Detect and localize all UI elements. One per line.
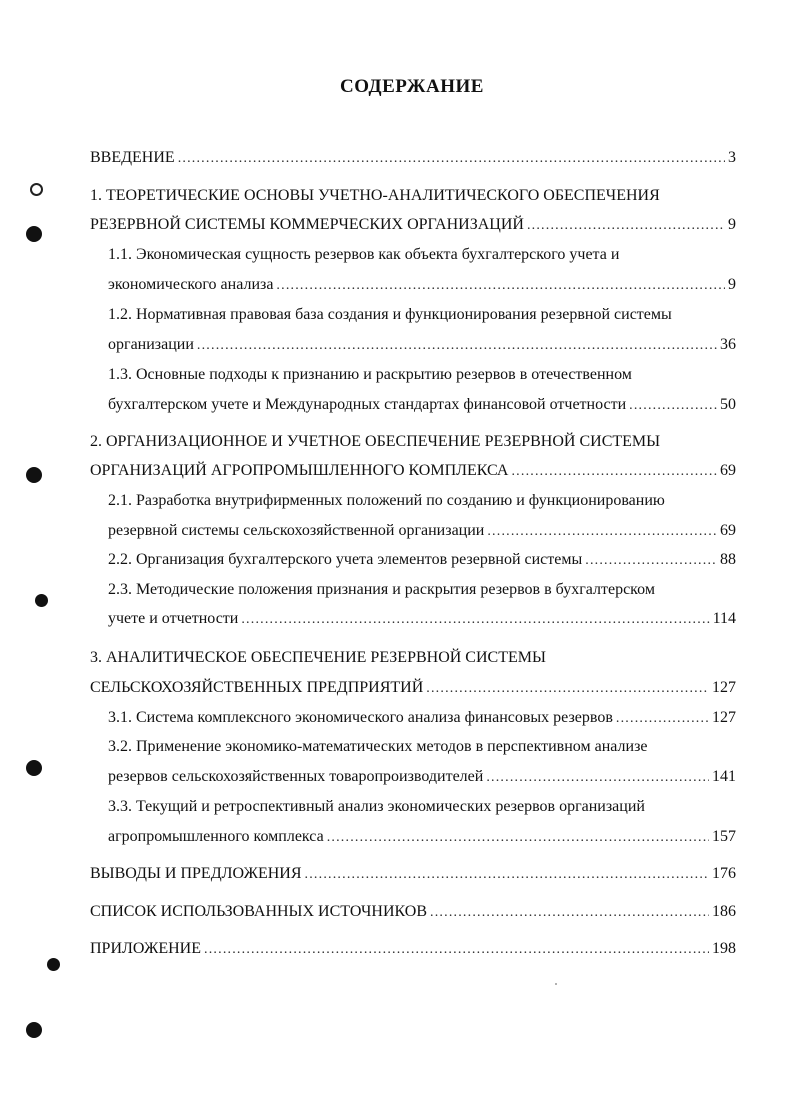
toc-section-3-3-line-2 [0, 825, 794, 849]
toc-entry-text: 2.2. Организация бухгалтерского учета элементов резервной системы [108, 551, 583, 568]
toc-chapter-2-line-1 [0, 430, 794, 454]
dot-leader [241, 608, 709, 632]
toc-chapter-2-line-2 [0, 459, 794, 483]
toc-entry-text: экономического анализа [108, 276, 274, 293]
toc-entry-text: 1. ТЕОРЕТИЧЕСКИЕ ОСНОВЫ УЧЕТНО-АНАЛИТИЧЕСКОГО ОБЕСПЕЧЕНИЯ [90, 187, 660, 204]
dot-leader [585, 549, 717, 573]
binder-hole [26, 467, 42, 483]
toc-entry-text: ВВЕДЕНИЕ [90, 149, 175, 166]
toc-section-1-1-line-1 [0, 243, 794, 267]
dot-leader [276, 274, 725, 298]
toc-entry-text: 2. ОРГАНИЗАЦИОННОЕ И УЧЕТНОЕ ОБЕСПЕЧЕНИЕ РЕЗЕРВНОЙ СИСТЕМЫ [90, 433, 661, 450]
toc-page-number: 50 [720, 396, 736, 413]
toc-page-number: 198 [712, 940, 736, 957]
dot-leader [430, 901, 709, 925]
toc-page-number: 186 [712, 903, 736, 920]
toc-chapter-3-line-1 [0, 646, 794, 670]
toc-entry-text: 3.2. Применение экономико-математических методов в перспективном анализе [108, 738, 648, 755]
toc-entry-text: ВЫВОДЫ И ПРЕДЛОЖЕНИЯ [90, 865, 302, 882]
toc-page-number: 114 [712, 610, 736, 627]
toc-entry-appendix [0, 937, 794, 961]
toc-section-3-2-line-1 [0, 735, 794, 759]
dot-leader [305, 863, 709, 887]
dot-leader [426, 677, 709, 701]
dot-leader [527, 214, 725, 238]
toc-entry-text: ПРИЛОЖЕНИЕ [90, 940, 202, 957]
dot-leader [629, 394, 717, 418]
toc-entry-bibliography [0, 900, 794, 924]
dot-leader [511, 460, 717, 484]
toc-entry-text: СЕЛЬСКОХОЗЯЙСТВЕННЫХ ПРЕДПРИЯТИЙ [90, 679, 424, 696]
dot-leader [204, 938, 709, 962]
toc-entry-text: бухгалтерском учете и Международных стандартах финансовой отчетности [108, 396, 627, 413]
dot-leader [487, 520, 717, 544]
toc-entry-conclusions [0, 862, 794, 886]
toc-entry-text: 3.1. Система комплексного экономического анализа финансовых резервов [108, 709, 613, 726]
dot-leader [616, 707, 709, 731]
toc-entry-introduction [0, 146, 794, 170]
toc-section-3-2-line-2 [0, 765, 794, 789]
toc-page-number: 127 [712, 709, 736, 726]
toc-entry-text: 3.3. Текущий и ретроспективный анализ экономических резервов организаций [108, 798, 645, 815]
toc-chapter-1-line-2 [0, 213, 794, 237]
dot-leader [197, 334, 717, 358]
toc-page-number: 176 [712, 865, 736, 882]
toc-section-3-1 [0, 706, 794, 730]
toc-page-number: 69 [720, 522, 736, 539]
toc-page-number: 69 [720, 462, 736, 479]
toc-entry-text: ОРГАНИЗАЦИЙ АГРОПРОМЫШЛЕННОГО КОМПЛЕКСА [90, 462, 509, 479]
scan-speck [555, 983, 557, 985]
toc-page-number: 9 [728, 276, 736, 293]
toc-entry-text: 3. АНАЛИТИЧЕСКОЕ ОБЕСПЕЧЕНИЕ РЕЗЕРВНОЙ СИСТЕМЫ [90, 649, 546, 666]
toc-entry-text: учете и отчетности [108, 610, 239, 627]
toc-page-number: 157 [712, 828, 736, 845]
toc-entry-text: 2.3. Методические положения признания и раскрытия резервов в бухгалтерском [108, 581, 655, 598]
toc-page-number: 36 [720, 336, 736, 353]
toc-section-2-3-line-2 [0, 607, 794, 631]
toc-section-2-3-line-1 [0, 578, 794, 602]
binder-hole [26, 760, 42, 776]
toc-entry-text: 1.2. Нормативная правовая база создания и функционирования резервной системы [108, 306, 672, 323]
toc-page-number: 127 [712, 679, 736, 696]
toc-entry-text: 1.3. Основные подходы к признанию и раскрытию резервов в отечественном [108, 366, 632, 383]
binder-hole [47, 958, 60, 971]
toc-section-3-3-line-1 [0, 795, 794, 819]
binder-hole [26, 1022, 42, 1038]
toc-page-number: 88 [720, 551, 736, 568]
toc-section-1-1-line-2 [0, 273, 794, 297]
toc-chapter-3-line-2 [0, 676, 794, 700]
toc-entry-text: организации [108, 336, 194, 353]
toc-section-2-1-line-2 [0, 519, 794, 543]
toc-entry-text: резервов сельскохозяйственных товаропроизводителей [108, 768, 484, 785]
toc-entry-text: резервной системы сельскохозяйственной организации [108, 522, 485, 539]
toc-entry-text: РЕЗЕРВНОЙ СИСТЕМЫ КОММЕРЧЕСКИХ ОРГАНИЗАЦИЙ [90, 216, 524, 233]
toc-section-1-2-line-2 [0, 333, 794, 357]
binder-hole [35, 594, 48, 607]
page-title: СОДЕРЖАНИЕ [340, 76, 484, 97]
toc-section-2-2 [0, 548, 794, 572]
toc-page-number: 141 [712, 768, 736, 785]
toc-section-1-2-line-1 [0, 303, 794, 327]
dot-leader [486, 766, 709, 790]
toc-entry-text: агропромышленного комплекса [108, 828, 324, 845]
toc-section-1-3-line-2 [0, 393, 794, 417]
toc-section-2-1-line-1 [0, 489, 794, 513]
dot-leader [327, 826, 709, 850]
dot-leader [178, 147, 725, 171]
toc-page-number: 3 [728, 149, 736, 166]
scan-mark [30, 183, 43, 196]
toc-page-number: 9 [728, 216, 736, 233]
toc-section-1-3-line-1 [0, 363, 794, 387]
toc-entry-text: СПИСОК ИСПОЛЬЗОВАННЫХ ИСТОЧНИКОВ [90, 903, 428, 920]
toc-entry-text: 1.1. Экономическая сущность резервов как объекта бухгалтерского учета и [108, 246, 620, 263]
toc-entry-text: 2.1. Разработка внутрифирменных положений по созданию и функционированию [108, 492, 665, 509]
toc-chapter-1-line-1 [0, 184, 794, 208]
binder-hole [26, 226, 42, 242]
